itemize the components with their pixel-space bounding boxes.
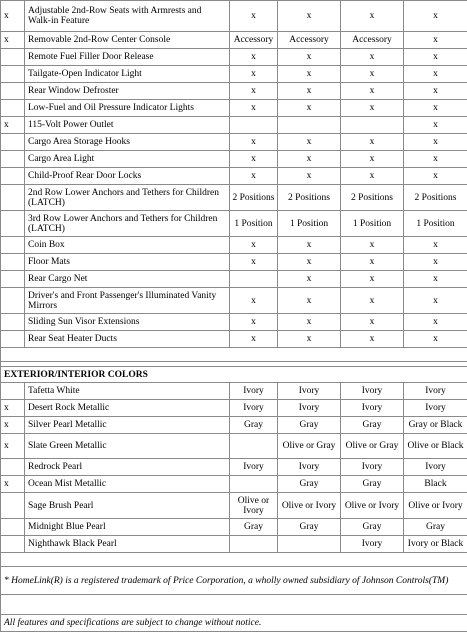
standard-mark bbox=[1, 185, 25, 211]
trim-value: x bbox=[278, 271, 341, 288]
standard-mark bbox=[1, 271, 25, 288]
item-name: Child-Proof Rear Door Locks bbox=[25, 168, 230, 185]
trim-value: Ivory bbox=[278, 400, 341, 417]
standard-mark bbox=[1, 211, 25, 237]
trim-value: x bbox=[341, 331, 404, 348]
trim-value: Ivory bbox=[404, 383, 467, 400]
feature-row bbox=[1, 168, 467, 185]
trim-value: Olive or Ivory bbox=[278, 493, 341, 519]
trim-value: x bbox=[278, 1, 341, 32]
item-name: Midnight Blue Pearl bbox=[25, 519, 230, 536]
standard-mark: x bbox=[1, 400, 25, 417]
trim-value: x bbox=[341, 288, 404, 314]
trim-value: Ivory or Black bbox=[404, 536, 467, 553]
feature-row bbox=[1, 254, 467, 271]
color-row bbox=[1, 476, 467, 493]
item-name: Coin Box bbox=[25, 237, 230, 254]
item-name: Ocean Mist Metallic bbox=[25, 476, 230, 493]
trim-value bbox=[230, 117, 278, 134]
feature-row bbox=[1, 1, 467, 32]
feature-row bbox=[1, 83, 467, 100]
trim-value: x bbox=[404, 288, 467, 314]
trim-value: x bbox=[404, 1, 467, 32]
trim-value: x bbox=[341, 314, 404, 331]
standard-mark bbox=[1, 459, 25, 476]
standard-mark bbox=[1, 151, 25, 168]
standard-mark: x bbox=[1, 32, 25, 49]
item-name: Rear Window Defroster bbox=[25, 83, 230, 100]
feature-row bbox=[1, 288, 467, 314]
item-name: Cargo Area Light bbox=[25, 151, 230, 168]
features-rows bbox=[1, 1, 467, 348]
item-name: Driver's and Front Passenger's Illuminated Vanity Mirrors bbox=[25, 288, 230, 314]
trim-value: Gray or Black bbox=[404, 417, 467, 434]
blank-row bbox=[1, 595, 467, 615]
trim-value: x bbox=[230, 237, 278, 254]
trim-value: Gray bbox=[341, 476, 404, 493]
trim-value: x bbox=[230, 151, 278, 168]
trim-value: Accessory bbox=[230, 32, 278, 49]
trim-value: 2 Positions bbox=[404, 185, 467, 211]
trim-value: 2 Positions bbox=[230, 185, 278, 211]
trim-value bbox=[341, 117, 404, 134]
trim-value: Olive or Ivory bbox=[230, 493, 278, 519]
item-name: Sage Brush Pearl bbox=[25, 493, 230, 519]
standard-mark: x bbox=[1, 1, 25, 32]
trim-value: Gray bbox=[278, 519, 341, 536]
trim-value: Olive or Black bbox=[404, 434, 467, 459]
trim-value: Gray bbox=[230, 417, 278, 434]
item-name: Redrock Pearl bbox=[25, 459, 230, 476]
standard-mark bbox=[1, 168, 25, 185]
trim-value: x bbox=[341, 49, 404, 66]
trim-value: 2 Positions bbox=[278, 185, 341, 211]
trim-value: x bbox=[230, 49, 278, 66]
trim-value: x bbox=[341, 151, 404, 168]
feature-row bbox=[1, 151, 467, 168]
trim-value: x bbox=[230, 168, 278, 185]
blank-row bbox=[1, 553, 467, 567]
trim-value: x bbox=[278, 314, 341, 331]
color-row bbox=[1, 417, 467, 434]
trim-value: x bbox=[404, 83, 467, 100]
trim-value: Gray bbox=[278, 476, 341, 493]
notes bbox=[1, 553, 467, 632]
trim-value: x bbox=[278, 151, 341, 168]
trim-value bbox=[278, 536, 341, 553]
color-row bbox=[1, 400, 467, 417]
trim-value: x bbox=[404, 331, 467, 348]
trim-value: Ivory bbox=[278, 383, 341, 400]
standard-mark: x bbox=[1, 417, 25, 434]
feature-row bbox=[1, 314, 467, 331]
trim-value: Olive or Ivory bbox=[404, 493, 467, 519]
standard-mark bbox=[1, 254, 25, 271]
trim-value: x bbox=[404, 100, 467, 117]
trim-value: x bbox=[341, 134, 404, 151]
trim-value: x bbox=[230, 134, 278, 151]
trim-value: Accessory bbox=[278, 32, 341, 49]
standard-mark bbox=[1, 331, 25, 348]
feature-row bbox=[1, 32, 467, 49]
item-name: Rear Cargo Net bbox=[25, 271, 230, 288]
trim-value: Accessory bbox=[341, 32, 404, 49]
disclaimer: All features and specifications are subject to change without notice. bbox=[1, 615, 467, 632]
trim-value bbox=[230, 536, 278, 553]
feature-row bbox=[1, 271, 467, 288]
blank-row bbox=[1, 348, 467, 362]
trim-value bbox=[230, 434, 278, 459]
trim-value: x bbox=[278, 49, 341, 66]
trim-value bbox=[230, 476, 278, 493]
item-name: Tailgate-Open Indicator Light bbox=[25, 66, 230, 83]
trim-value: Black bbox=[404, 476, 467, 493]
item-name: Tafetta White bbox=[25, 383, 230, 400]
item-name: Remote Fuel Filler Door Release bbox=[25, 49, 230, 66]
trim-value: x bbox=[341, 271, 404, 288]
trim-value: x bbox=[404, 314, 467, 331]
trim-value: x bbox=[341, 83, 404, 100]
trim-value: Ivory bbox=[341, 459, 404, 476]
trim-value: x bbox=[404, 66, 467, 83]
trim-value: x bbox=[230, 83, 278, 100]
trim-value: x bbox=[278, 288, 341, 314]
trim-value: Olive or Gray bbox=[341, 434, 404, 459]
colors-rows bbox=[1, 383, 467, 553]
colors-section-title: EXTERIOR/INTERIOR COLORS bbox=[1, 367, 467, 383]
feature-row bbox=[1, 117, 467, 134]
trim-value: x bbox=[230, 288, 278, 314]
item-name: 115-Volt Power Outlet bbox=[25, 117, 230, 134]
item-name: Removable 2nd-Row Center Console bbox=[25, 32, 230, 49]
trim-value: x bbox=[404, 32, 467, 49]
feature-row bbox=[1, 100, 467, 117]
trim-value: 1 Position bbox=[404, 211, 467, 237]
item-name: Cargo Area Storage Hooks bbox=[25, 134, 230, 151]
standard-mark bbox=[1, 83, 25, 100]
trim-value: Ivory bbox=[404, 400, 467, 417]
standard-mark bbox=[1, 519, 25, 536]
trim-value: x bbox=[404, 254, 467, 271]
standard-mark bbox=[1, 288, 25, 314]
item-name: Desert Rock Metallic bbox=[25, 400, 230, 417]
color-row bbox=[1, 383, 467, 400]
trim-value: Gray bbox=[230, 519, 278, 536]
trim-value: x bbox=[404, 134, 467, 151]
trim-value: x bbox=[278, 66, 341, 83]
item-name: 3rd Row Lower Anchors and Tethers for Children (LATCH) bbox=[25, 211, 230, 237]
feature-row bbox=[1, 134, 467, 151]
trim-value: x bbox=[230, 331, 278, 348]
feature-row bbox=[1, 211, 467, 237]
trim-value: Gray bbox=[404, 519, 467, 536]
trim-value: x bbox=[404, 237, 467, 254]
trim-value bbox=[230, 271, 278, 288]
trim-value: x bbox=[278, 83, 341, 100]
standard-mark: x bbox=[1, 117, 25, 134]
trim-value: x bbox=[230, 1, 278, 32]
trim-value: Gray bbox=[341, 417, 404, 434]
feature-row bbox=[1, 49, 467, 66]
feature-row bbox=[1, 331, 467, 348]
standard-mark bbox=[1, 314, 25, 331]
standard-mark bbox=[1, 134, 25, 151]
trim-value: x bbox=[341, 66, 404, 83]
standard-mark bbox=[1, 49, 25, 66]
trim-value: Gray bbox=[278, 417, 341, 434]
color-row bbox=[1, 434, 467, 459]
trim-value bbox=[278, 117, 341, 134]
feature-row bbox=[1, 237, 467, 254]
trim-value: x bbox=[278, 168, 341, 185]
trim-value: x bbox=[230, 254, 278, 271]
trim-value: x bbox=[230, 100, 278, 117]
trim-value: x bbox=[341, 100, 404, 117]
trim-value: Ivory bbox=[230, 383, 278, 400]
trim-value: x bbox=[278, 254, 341, 271]
trim-value: Ivory bbox=[341, 383, 404, 400]
trim-value: x bbox=[278, 100, 341, 117]
trim-value: Ivory bbox=[341, 536, 404, 553]
standard-mark: x bbox=[1, 434, 25, 459]
trim-value: Ivory bbox=[404, 459, 467, 476]
trim-value: x bbox=[278, 134, 341, 151]
standard-mark bbox=[1, 66, 25, 83]
feature-row bbox=[1, 185, 467, 211]
trim-value: Olive or Gray bbox=[278, 434, 341, 459]
item-name: Sliding Sun Visor Extensions bbox=[25, 314, 230, 331]
trim-value: 1 Position bbox=[341, 211, 404, 237]
trim-value: x bbox=[278, 331, 341, 348]
trim-value: x bbox=[341, 1, 404, 32]
trim-value: Gray bbox=[341, 519, 404, 536]
trim-value: Ivory bbox=[278, 459, 341, 476]
trim-value: 1 Position bbox=[230, 211, 278, 237]
item-name: Rear Seat Heater Ducts bbox=[25, 331, 230, 348]
trim-value: Ivory bbox=[341, 400, 404, 417]
trim-value: Olive or Ivory bbox=[341, 493, 404, 519]
trim-value: Ivory bbox=[230, 400, 278, 417]
trim-value: x bbox=[341, 168, 404, 185]
trim-value: 2 Positions bbox=[341, 185, 404, 211]
trim-value: x bbox=[278, 237, 341, 254]
item-name: 2nd Row Lower Anchors and Tethers for Children (LATCH) bbox=[25, 185, 230, 211]
standard-mark bbox=[1, 493, 25, 519]
trim-value: x bbox=[404, 151, 467, 168]
trim-value: x bbox=[404, 271, 467, 288]
item-name: Floor Mats bbox=[25, 254, 230, 271]
item-name: Silver Pearl Metallic bbox=[25, 417, 230, 434]
trim-value: x bbox=[341, 237, 404, 254]
trim-value: x bbox=[341, 254, 404, 271]
footnote: * HomeLink(R) is a registered trademark of Price Corporation, a wholly owned subsidiary of Johnson Controls(TM) bbox=[1, 567, 467, 595]
color-row bbox=[1, 459, 467, 476]
color-row bbox=[1, 519, 467, 536]
trim-value: x bbox=[404, 117, 467, 134]
color-row bbox=[1, 493, 467, 519]
standard-mark bbox=[1, 237, 25, 254]
feature-row bbox=[1, 66, 467, 83]
item-name: Slate Green Metallic bbox=[25, 434, 230, 459]
standard-mark bbox=[1, 100, 25, 117]
trim-value: x bbox=[230, 66, 278, 83]
color-row bbox=[1, 536, 467, 553]
standard-mark: x bbox=[1, 476, 25, 493]
trim-value: x bbox=[404, 49, 467, 66]
section-gap bbox=[1, 348, 467, 383]
trim-value: 1 Position bbox=[278, 211, 341, 237]
trim-value: x bbox=[404, 168, 467, 185]
item-name: Nighthawk Black Pearl bbox=[25, 536, 230, 553]
trim-value: x bbox=[230, 314, 278, 331]
item-name: Adjustable 2nd-Row Seats with Armrests and Walk-in Feature bbox=[25, 1, 230, 32]
standard-mark bbox=[1, 536, 25, 553]
standard-mark bbox=[1, 383, 25, 400]
trim-value: Ivory bbox=[230, 459, 278, 476]
item-name: Low-Fuel and Oil Pressure Indicator Lights bbox=[25, 100, 230, 117]
